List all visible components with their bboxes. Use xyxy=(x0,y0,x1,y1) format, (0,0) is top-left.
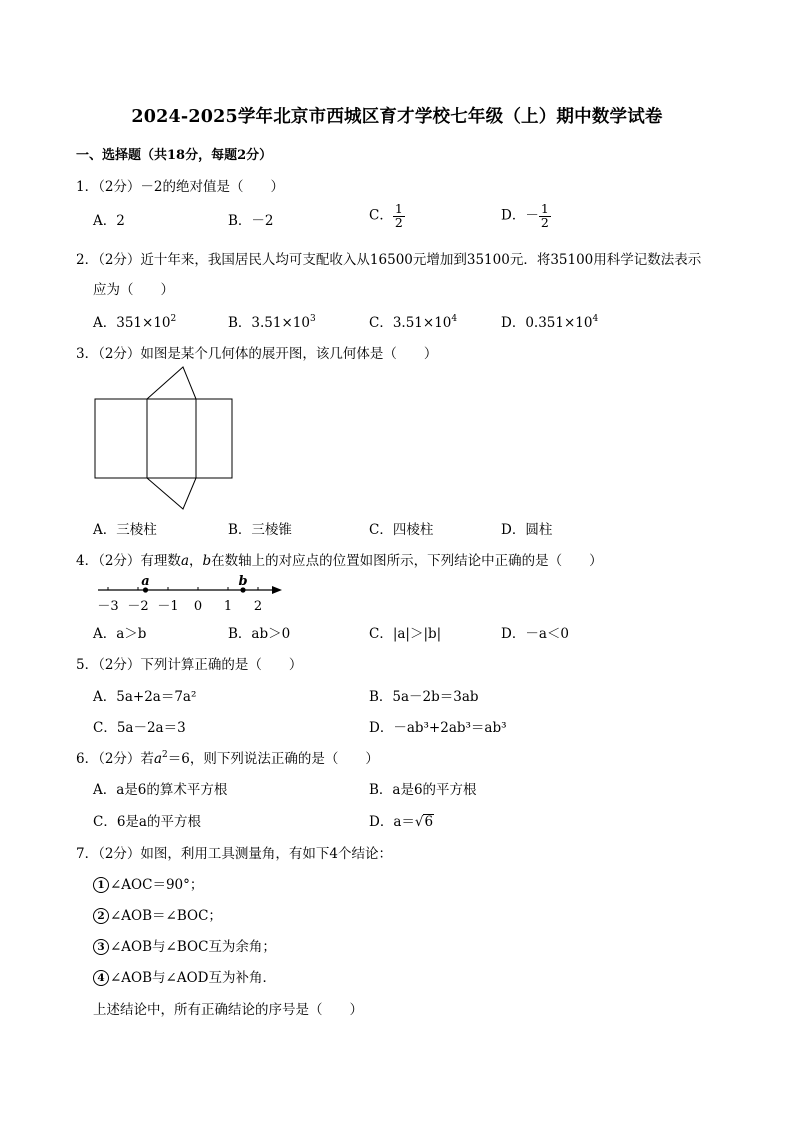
q1-option-c-label: C． xyxy=(369,207,393,224)
fraction-denominator: 2 xyxy=(540,214,549,230)
q1-option-c[interactable] xyxy=(369,203,405,229)
circled-number: 2 xyxy=(93,908,109,924)
q1-option-d-fraction xyxy=(539,203,551,229)
q7-conclusion-3 xyxy=(93,935,276,955)
q6-option-d-label: D．a＝ xyxy=(369,814,415,830)
q5-option-d[interactable]: D．－ab³+2ab³＝ab³ xyxy=(369,720,507,736)
net-top-triangle xyxy=(147,367,196,399)
q2-option-b[interactable] xyxy=(228,311,316,331)
q3-option-b[interactable]: B．三棱锥 xyxy=(228,522,292,538)
number-line-arrow xyxy=(272,586,282,594)
question-1-stem: 1．（2分）－2的绝对值是（ ） xyxy=(76,179,285,195)
q2-option-a[interactable] xyxy=(93,311,176,331)
q6-option-c[interactable]: C．6是a的平方根 xyxy=(93,814,201,830)
q2-option-d-exponent: 4 xyxy=(592,314,599,324)
q4-stem-separator: ， xyxy=(189,553,203,569)
q6-option-a[interactable]: A．a是6的算术平方根 xyxy=(93,782,228,798)
q2-option-a-exponent: 2 xyxy=(170,314,177,324)
number-line-tick-label: 2 xyxy=(253,599,263,614)
q3-option-c[interactable]: C．四棱柱 xyxy=(369,522,434,538)
question-4-stem xyxy=(76,549,603,569)
q1-option-b[interactable]: B．－2 xyxy=(228,213,274,229)
number-line-point-label-a: a xyxy=(141,574,150,589)
q1-option-d-label: D．－ xyxy=(501,207,539,224)
q7-conclusion-4-text: ∠AOB与∠AOD互为补角． xyxy=(110,970,277,986)
q4-option-c[interactable]: C．|a|＞|b| xyxy=(369,626,442,642)
q4-option-d[interactable]: D．－a＜0 xyxy=(501,626,569,642)
q4-stem-suffix: 在数轴上的对应点的位置如图所示，下列结论中正确的是（ ） xyxy=(211,553,603,569)
q6-var-a: a xyxy=(153,751,162,767)
number-line-point-label-b: b xyxy=(238,574,248,589)
q4-stem-prefix: 4．（2分）有理数 xyxy=(76,553,181,569)
q6-stem-suffix: ＝6，则下列说法正确的是（ ） xyxy=(167,751,379,767)
prism-net-figure xyxy=(90,362,240,512)
page-title: 2024-2025学年北京市西城区育才学校七年级（上）期中数学试卷 xyxy=(131,107,663,127)
circled-number: 1 xyxy=(93,877,109,893)
q5-option-a[interactable]: A．5a+2a＝7a² xyxy=(93,689,197,705)
q7-conclusion-1-text: ∠AOC＝90°； xyxy=(110,877,204,893)
q1-option-d[interactable] xyxy=(501,203,551,229)
q2-option-c[interactable] xyxy=(369,311,457,331)
q7-conclusion-1 xyxy=(93,873,203,893)
number-line-tick-label: －1 xyxy=(157,599,179,614)
number-line-tick-label: 1 xyxy=(223,599,233,614)
question-2-stem-continued: 应为（ ） xyxy=(93,282,174,298)
q3-option-d[interactable]: D．圆柱 xyxy=(501,522,553,538)
q5-option-c[interactable]: C．5a－2a＝3 xyxy=(93,720,186,736)
fraction-numerator: 1 xyxy=(540,201,549,216)
q6-option-b[interactable]: B．a是6的平方根 xyxy=(369,782,477,798)
number-line-tick-label: 0 xyxy=(193,599,203,614)
q4-option-a[interactable]: A．a＞b xyxy=(93,626,147,642)
q2-option-a-base: A．351×10 xyxy=(93,315,171,331)
q7-conclusion-2-text: ∠AOB＝∠BOC； xyxy=(110,908,222,924)
q7-conclusion-3-text: ∠AOB与∠BOC互为余角； xyxy=(110,939,276,955)
q5-option-b[interactable]: B．5a－2b＝3ab xyxy=(369,689,479,705)
q2-option-c-exponent: 4 xyxy=(451,314,458,324)
q2-option-c-base: C．3.51×10 xyxy=(369,315,452,331)
net-outer-rectangle xyxy=(95,399,232,478)
q2-option-b-exponent: 3 xyxy=(309,314,316,324)
q7-question-ask: 上述结论中，所有正确结论的序号是（ ） xyxy=(93,1002,363,1018)
q4-var-a: a xyxy=(180,553,189,569)
number-line-tick-label: －3 xyxy=(97,599,119,614)
q6-stem-prefix: 6．（2分）若 xyxy=(76,751,154,767)
q6-exponent: 2 xyxy=(162,750,168,760)
q4-var-b: b xyxy=(202,553,212,569)
question-3-stem: 3．（2分）如图是某个几何体的展开图，该几何体是（ ） xyxy=(76,346,438,362)
q2-option-d[interactable] xyxy=(501,311,598,331)
net-bottom-triangle xyxy=(147,478,196,509)
question-7-stem: 7．（2分）如图，利用工具测量角，有如下4个结论： xyxy=(76,846,393,862)
q6-option-d[interactable]: D．a＝√6 xyxy=(369,814,434,830)
q1-option-c-fraction xyxy=(393,203,405,229)
q6-option-d-radicand: 6 xyxy=(424,814,434,830)
question-5-stem: 5．（2分）下列计算正确的是（ ） xyxy=(76,657,303,673)
number-line-tick-label: －2 xyxy=(127,599,149,614)
circled-number: 4 xyxy=(93,970,109,986)
q3-option-a[interactable]: A．三棱柱 xyxy=(93,522,157,538)
q2-option-d-base: D．0.351×10 xyxy=(501,315,593,331)
question-6-stem xyxy=(76,747,379,767)
fraction-numerator: 1 xyxy=(394,201,403,216)
q7-conclusion-2 xyxy=(93,904,222,924)
number-line-figure xyxy=(90,572,290,614)
q7-conclusion-4 xyxy=(93,966,276,986)
q1-option-a[interactable]: A．2 xyxy=(93,213,125,229)
circled-number: 3 xyxy=(93,939,109,955)
q2-option-b-base: B．3.51×10 xyxy=(228,315,310,331)
section-heading: 一、选择题（共18分，每题2分） xyxy=(76,148,273,163)
fraction-denominator: 2 xyxy=(394,214,403,230)
q4-option-b[interactable]: B．ab＞0 xyxy=(228,626,291,642)
question-2-stem: 2．（2分）近十年来，我国居民人均可支配收入从16500元增加到35100元．将35100用科学记数法表示 xyxy=(76,252,702,268)
